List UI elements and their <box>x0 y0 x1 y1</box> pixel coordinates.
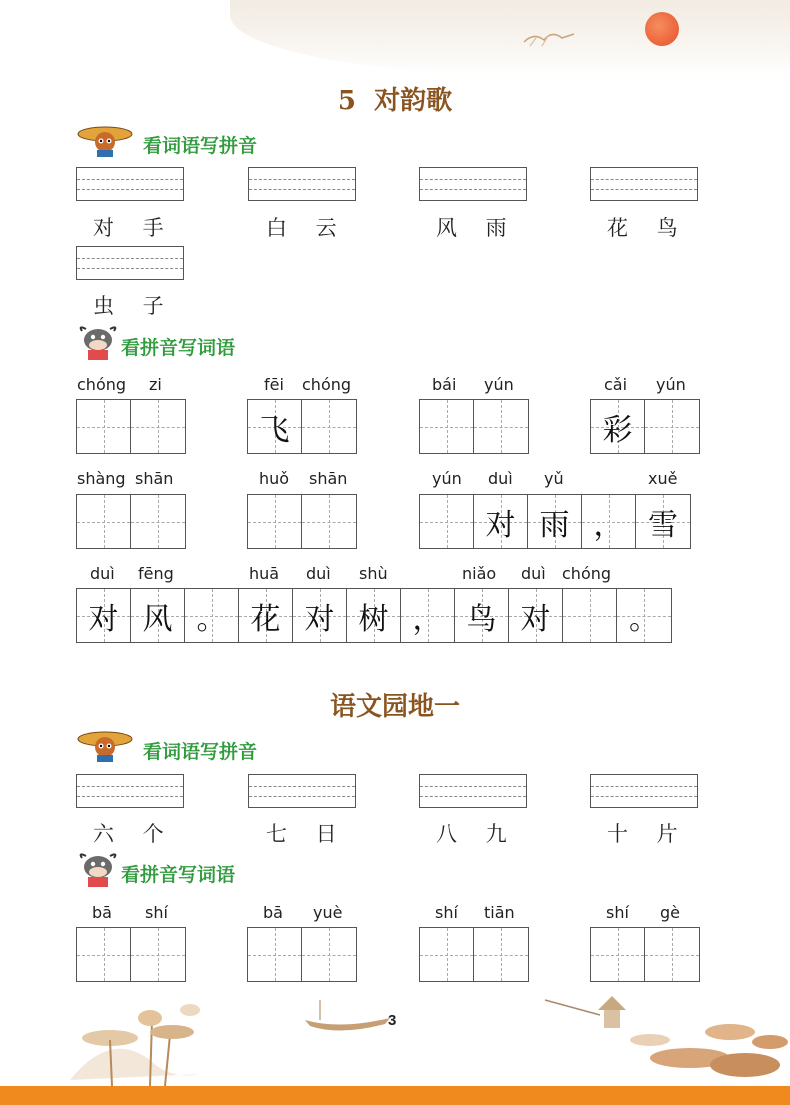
grid-cell[interactable] <box>131 400 185 453</box>
pinyin-syllable: duì <box>521 564 546 583</box>
pinyin-answer-line[interactable] <box>76 774 184 808</box>
pinyin-syllable: duì <box>306 564 331 583</box>
ox-mascot-icon <box>76 325 120 361</box>
pinyin-answer-line[interactable] <box>419 774 527 808</box>
pinyin-syllable: chóng <box>302 375 352 394</box>
ox-mascot-icon <box>76 852 120 888</box>
character-grid[interactable] <box>76 927 186 982</box>
word-prompt: 对 手 <box>93 216 164 240</box>
pinyin-answer-line[interactable] <box>248 774 356 808</box>
pinyin-syllable: shí <box>435 903 458 922</box>
pinyin-syllable: shàng <box>77 469 126 488</box>
grid-cell[interactable] <box>248 928 302 981</box>
grid-cell[interactable]: 花 <box>239 589 293 642</box>
grid-cell[interactable]: 飞 <box>248 400 302 453</box>
word-prompt: 花 鸟 <box>607 216 678 240</box>
section-heading-write-words: 看拼音写词语 <box>121 337 236 359</box>
pinyin-syllable: shān <box>135 469 174 488</box>
character-grid[interactable] <box>590 927 700 982</box>
grid-cell[interactable]: 。 <box>185 589 239 642</box>
straw-hat-mascot-icon <box>77 124 137 158</box>
grid-cell[interactable]: 对 <box>474 495 528 548</box>
grid-cell[interactable]: 。 <box>617 589 671 642</box>
sun-icon <box>645 12 679 46</box>
footer-bar <box>0 1086 790 1105</box>
grid-cell[interactable] <box>77 928 131 981</box>
pinyin-syllable: duì <box>90 564 115 583</box>
grid-cell[interactable] <box>77 495 131 548</box>
character-grid[interactable] <box>590 399 700 454</box>
word-prompt: 八 九 <box>436 822 507 846</box>
pinyin-answer-line[interactable] <box>76 167 184 201</box>
character-grid[interactable] <box>419 399 529 454</box>
grid-cell[interactable]: 彩 <box>591 400 645 453</box>
word-prompt: 六 个 <box>93 822 164 846</box>
word-prompt: 七 日 <box>266 822 337 846</box>
grid-cell[interactable] <box>420 495 474 548</box>
grid-cell[interactable] <box>131 495 185 548</box>
pinyin-syllable: huā <box>249 564 280 583</box>
sentence-grid[interactable] <box>419 494 691 549</box>
header-cloud-decoration <box>230 0 790 75</box>
lesson-title <box>0 80 790 117</box>
word-prompt: 白 云 <box>266 216 337 240</box>
pinyin-syllable: chóng <box>77 375 127 394</box>
character-grid[interactable] <box>247 927 357 982</box>
footer-landscape-decoration <box>0 990 790 1086</box>
pinyin-answer-line[interactable] <box>419 167 527 201</box>
garden-title: 语文园地一 <box>329 692 460 722</box>
pinyin-syllable: bā <box>92 903 112 922</box>
lesson-name: 对韵歌 <box>374 86 453 116</box>
grid-cell[interactable]: 雪 <box>636 495 690 548</box>
grid-cell[interactable] <box>302 495 356 548</box>
pinyin-syllable: yǔ <box>544 469 564 488</box>
section-heading-write-pinyin: 看词语写拼音 <box>143 135 258 157</box>
straw-hat-mascot-icon <box>77 729 137 763</box>
grid-cell[interactable]: 对 <box>293 589 347 642</box>
grid-cell[interactable]: ， <box>582 495 636 548</box>
grid-cell[interactable]: 树 <box>347 589 401 642</box>
grid-cell[interactable] <box>645 928 699 981</box>
grid-cell[interactable]: 鸟 <box>455 589 509 642</box>
pinyin-answer-line[interactable] <box>76 246 184 280</box>
pinyin-syllable: xuě <box>648 469 678 488</box>
grid-cell[interactable] <box>302 928 356 981</box>
character-grid[interactable] <box>76 494 186 549</box>
character-grid[interactable] <box>419 927 529 982</box>
bird-icon <box>522 28 577 50</box>
pinyin-syllable: huǒ <box>259 469 290 488</box>
pinyin-syllable: gè <box>660 903 680 922</box>
pinyin-syllable: cǎi <box>604 375 628 394</box>
pinyin-syllable: tiān <box>484 903 515 922</box>
grid-cell[interactable]: 对 <box>509 589 563 642</box>
pinyin-syllable: duì <box>488 469 513 488</box>
grid-cell[interactable] <box>420 928 474 981</box>
boat-decoration <box>305 1000 390 1031</box>
character-grid[interactable] <box>247 399 357 454</box>
pinyin-syllable: chóng <box>562 564 612 583</box>
grid-cell[interactable] <box>420 400 474 453</box>
grid-cell[interactable] <box>591 928 645 981</box>
grid-cell[interactable] <box>248 495 302 548</box>
grid-cell[interactable] <box>302 400 356 453</box>
sentence-grid[interactable] <box>76 588 672 643</box>
grid-cell[interactable]: 雨 <box>528 495 582 548</box>
pinyin-syllable: bā <box>263 903 283 922</box>
pinyin-syllable: shí <box>145 903 168 922</box>
pinyin-syllable: shù <box>359 564 388 583</box>
word-prompt: 虫 子 <box>93 294 164 318</box>
grid-cell[interactable] <box>563 589 617 642</box>
word-prompt: 十 片 <box>607 822 678 846</box>
grid-cell[interactable] <box>131 928 185 981</box>
pinyin-syllable: yún <box>432 469 462 488</box>
page-number: 3 <box>388 1012 397 1029</box>
grid-cell[interactable] <box>645 400 699 453</box>
grid-cell[interactable] <box>77 400 131 453</box>
pinyin-syllable: yuè <box>313 903 343 922</box>
pinyin-syllable: fēng <box>138 564 174 583</box>
pinyin-answer-line[interactable] <box>590 774 698 808</box>
grid-cell[interactable]: 对 <box>77 589 131 642</box>
grid-cell[interactable] <box>474 400 528 453</box>
pinyin-syllable: fēi <box>264 375 284 394</box>
pinyin-syllable: niǎo <box>462 564 497 583</box>
pinyin-syllable: bái <box>432 375 457 394</box>
grid-cell[interactable] <box>474 928 528 981</box>
word-prompt: 风 雨 <box>436 216 507 240</box>
pinyin-syllable: shān <box>309 469 348 488</box>
pinyin-syllable: yún <box>656 375 686 394</box>
character-grid[interactable] <box>247 494 357 549</box>
section-heading-write-pinyin: 看词语写拼音 <box>143 741 258 763</box>
lesson-number: 5 <box>337 86 356 116</box>
grid-cell[interactable]: ， <box>401 589 455 642</box>
pinyin-syllable: yún <box>484 375 514 394</box>
character-grid[interactable] <box>76 399 186 454</box>
pinyin-answer-line[interactable] <box>590 167 698 201</box>
pinyin-syllable: zi <box>149 375 162 394</box>
pinyin-answer-line[interactable] <box>248 167 356 201</box>
grid-cell[interactable]: 风 <box>131 589 185 642</box>
stones-decoration <box>545 996 788 1077</box>
lotus-decoration <box>70 1004 200 1086</box>
section-heading-write-words: 看拼音写词语 <box>121 864 236 886</box>
pinyin-syllable: shí <box>606 903 629 922</box>
